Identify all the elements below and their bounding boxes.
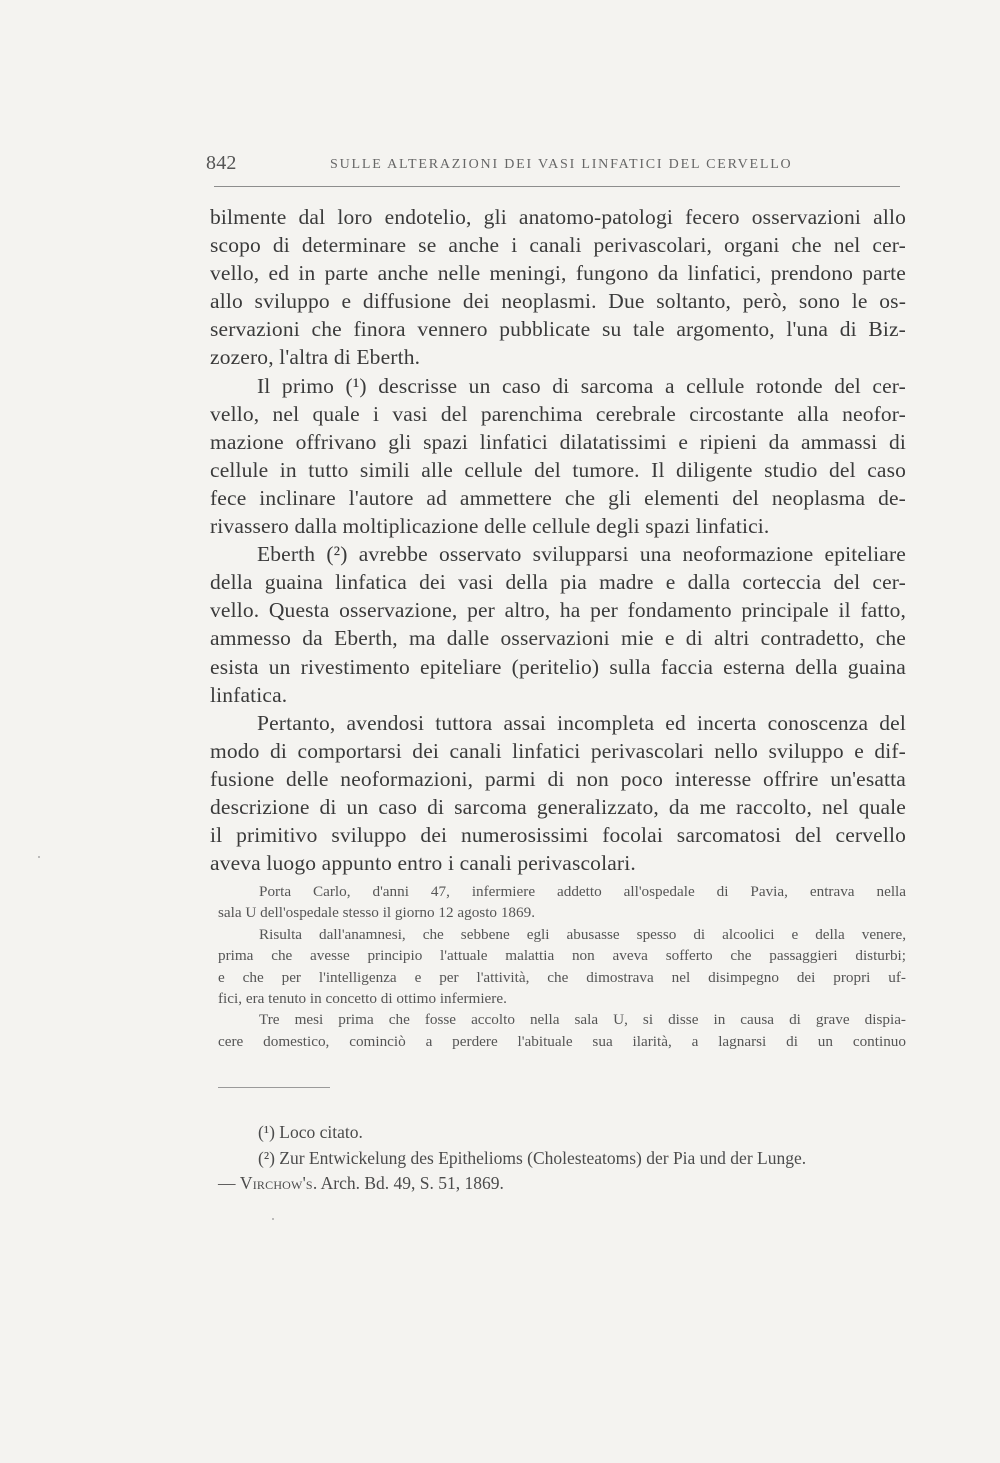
footnote-rule xyxy=(218,1087,330,1088)
text-line: linfatica. xyxy=(210,682,288,707)
text-line: bilmente dal loro endotelio, gli anatomo-patologi fecero osservazioni allo xyxy=(210,205,906,229)
running-title: SULLE ALTERAZIONI DEI VASI LINFATICI DEL CERVELLO xyxy=(330,157,793,172)
paragraph-start-line: Eberth (²) avrebbe osservato svilupparsi una neoformazione epiteliare xyxy=(257,542,906,567)
main-text xyxy=(210,203,906,877)
text-line: della guaina linfatica dei vasi della pia madre e dalla corteccia del cer- xyxy=(210,570,906,595)
header-rule xyxy=(214,186,900,187)
text-line: rivassero dalla moltiplicazione delle cellule degli spazi linfatici. xyxy=(210,514,770,539)
case-line: fici, era tenuto in concetto di ottimo infermiere. xyxy=(218,989,507,1007)
footnotes xyxy=(218,1120,906,1197)
footnote-2-continuation xyxy=(218,1171,906,1197)
text-line: cellule in tutto simili alle cellule del tumore. Il diligente studio del caso xyxy=(210,457,906,482)
case-line: prima che avesse principio l'attuale malattia non aveva sofferto che passaggieri disturbi; xyxy=(218,947,906,965)
page-number: 842 xyxy=(206,152,237,174)
text-line: zozero, l'altra di Eberth. xyxy=(210,345,421,370)
text-line: descrizione di un caso di sarcoma generalizzato, da me raccolto, nel quale xyxy=(210,794,906,819)
text-line: fece inclinare l'autore ad ammettere che gli elementi del neoplasma de- xyxy=(210,485,906,510)
footnote-1: (¹) Loco citato. xyxy=(258,1122,363,1142)
page-header xyxy=(206,152,906,188)
text-line: servazioni che finora vennero pubblicate su tale argomento, l'una di Biz- xyxy=(210,317,906,342)
case-line: Risulta dall'anamnesi, che sebbene egli abusasse spesso di alcoolici e della venere, xyxy=(259,925,906,943)
case-line: sala U dell'ospedale stesso il giorno 12 agosto 1869. xyxy=(218,904,535,922)
text-line: vello, nel quale i vasi del parenchima cerebrale circostante alla neofor- xyxy=(210,401,906,426)
case-line: Tre mesi prima che fosse accolto nella sala U, si disse in causa di grave dispia- xyxy=(259,1011,906,1029)
citation-details: . Arch. Bd. 49, S. 51, 1869. xyxy=(312,1173,504,1193)
text-line: fusione delle neoformazioni, parmi di non poco interesse offrire un'esatta xyxy=(210,766,906,791)
text-line: ammesso da Eberth, ma dalle osservazioni mie e di altri contradetto, che xyxy=(210,626,906,651)
text-line: modo di comportarsi dei canali linfatici perivascolari nello sviluppo e dif- xyxy=(210,738,906,763)
paper-speck xyxy=(38,856,40,858)
paragraph-start-line: Il primo (¹) descrisse un caso di sarcoma a cellule rotonde del cer- xyxy=(257,373,906,398)
case-line: cere domestico, cominciò a perdere l'abituale sua ilarità, a lagnarsi di un continuo xyxy=(218,1032,906,1050)
journal-name: Virchow's xyxy=(239,1173,313,1193)
paragraph-start-line: Pertanto, avendosi tuttora assai incompleta ed incerta conoscenza del xyxy=(257,710,906,735)
case-line: e che per l'intelligenza e per l'attività, che dimostrava nel disimpegno dei propri uf- xyxy=(218,968,906,986)
case-line: Porta Carlo, d'anni 47, infermiere addetto all'ospedale di Pavia, entrava nella xyxy=(259,883,906,900)
text-line: scopo di determinare se anche i canali perivascolari, organi che nel cer- xyxy=(210,233,906,258)
footnote-2: (²) Zur Entwickelung des Epithelioms (Cholesteatoms) der Pia und der Lunge. xyxy=(258,1147,807,1168)
text-line: vello, ed in parte anche nelle meningi, fungono da linfatici, prendono parte xyxy=(210,261,906,286)
text-line: mazione offrivano gli spazi linfatici dilatatissimi e ripieni da ammassi di xyxy=(210,429,906,454)
text-line: allo sviluppo e diffusione dei neoplasmi. Due soltanto, però, sono le os- xyxy=(210,289,906,314)
text-line: vello. Questa osservazione, per altro, ha per fondamento principale il fatto, xyxy=(210,598,906,623)
case-history xyxy=(218,881,906,1052)
paper-speck xyxy=(272,1218,274,1220)
text-line: aveva luogo appunto entro i canali perivascolari. xyxy=(210,851,636,876)
footnote-dash: — xyxy=(218,1173,240,1193)
text-line: esista un rivestimento epiteliare (peritelio) sulla faccia esterna della guaina xyxy=(210,654,906,679)
text-line: il primitivo sviluppo dei numerosissimi focolai sarcomatosi del cervello xyxy=(210,823,906,848)
